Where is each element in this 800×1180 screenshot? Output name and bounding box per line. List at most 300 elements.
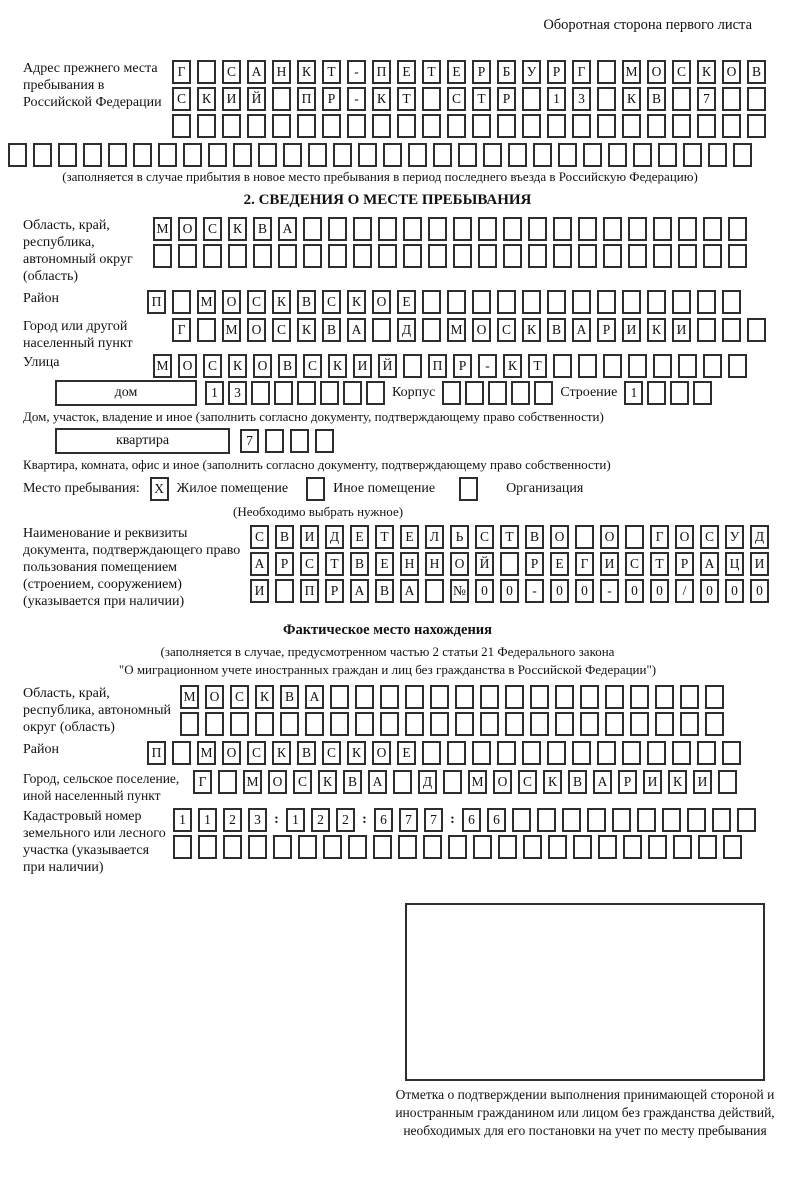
- char-cell: [278, 244, 297, 268]
- char-cell: [425, 579, 444, 603]
- char-cell: У: [725, 525, 744, 549]
- char-cell: Н: [272, 60, 291, 84]
- char-cell: К: [272, 741, 291, 765]
- char-cell: [511, 381, 530, 405]
- char-cell: 7: [240, 429, 259, 453]
- house-number-cells: [205, 381, 385, 405]
- char-cell: М: [197, 741, 216, 765]
- char-cell: [530, 685, 549, 709]
- char-cell: [608, 143, 627, 167]
- char-cell: А: [247, 60, 266, 84]
- char-cell: [203, 244, 222, 268]
- char-cell: [655, 685, 674, 709]
- field-street: [23, 354, 800, 378]
- char-cell: [433, 143, 452, 167]
- prev-address-caption: (заполняется в случае прибытия в новое место пребывания в период последнего въезда в Российскую Федерацию): [62, 169, 698, 184]
- char-cell: [173, 835, 192, 859]
- char-cell: [315, 429, 334, 453]
- char-cell: В: [343, 770, 362, 794]
- char-cell: О: [675, 525, 694, 549]
- char-cell: В: [375, 579, 394, 603]
- field-city-3: [23, 770, 800, 804]
- char-cell: Е: [447, 60, 466, 84]
- char-cell: К: [255, 685, 274, 709]
- char-cell: К: [328, 354, 347, 378]
- char-cell: [380, 685, 399, 709]
- char-cell: [572, 290, 591, 314]
- char-cell: [733, 143, 752, 167]
- char-cell: [405, 685, 424, 709]
- char-cell: [505, 685, 524, 709]
- char-cell: [353, 244, 372, 268]
- char-cell: Н: [400, 552, 419, 576]
- char-cell: [430, 712, 449, 736]
- char-cell: П: [372, 60, 391, 84]
- char-cell: [442, 381, 461, 405]
- char-cell: М: [180, 685, 199, 709]
- char-cell: [672, 741, 691, 765]
- char-cell: К: [228, 354, 247, 378]
- char-cell: [478, 244, 497, 268]
- char-cell: 0: [725, 579, 744, 603]
- char-cell: М: [468, 770, 487, 794]
- char-cell: А: [368, 770, 387, 794]
- char-cell: [693, 381, 712, 405]
- char-cell: [358, 143, 377, 167]
- region-row-1: [153, 217, 747, 241]
- char-cell: [272, 87, 291, 111]
- char-cell: [355, 712, 374, 736]
- char-cell: С: [222, 60, 241, 84]
- prev-address-row-3: [172, 114, 766, 138]
- char-cell: Ц: [725, 552, 744, 576]
- char-cell: М: [153, 354, 172, 378]
- char-cell: [672, 87, 691, 111]
- char-cell: [703, 244, 722, 268]
- city-label: Город или другой населенный пункт: [23, 319, 133, 351]
- confirmation-caption: Отметка о подтверждении выполнения принимающей стороной и иностранным гражданином или лицом без гражданства действий, необходимых для его постановки на учет по месту пребывания: [395, 1087, 775, 1138]
- char-cell: С: [230, 685, 249, 709]
- char-cell: [197, 318, 216, 342]
- cadastral-label: Кадастровый номер земельного или лесного участка (указывается при наличии): [23, 809, 166, 875]
- char-cell: М: [197, 290, 216, 314]
- char-cell: Й: [475, 552, 494, 576]
- char-cell: Т: [472, 87, 491, 111]
- char-cell: [328, 217, 347, 241]
- char-cell: 7: [424, 808, 443, 832]
- region3-label: Область, край, республика, автономный округ (область): [23, 686, 172, 735]
- char-cell: [448, 835, 467, 859]
- char-cell: [628, 244, 647, 268]
- char-cell: 0: [625, 579, 644, 603]
- char-cell: [205, 712, 224, 736]
- char-cell: [343, 381, 362, 405]
- char-cell: [678, 217, 697, 241]
- section2-title: 2. СВЕДЕНИЯ О МЕСТЕ ПРЕБЫВАНИЯ: [243, 192, 532, 208]
- char-cell: [283, 143, 302, 167]
- cadastral-separator: :: [274, 812, 279, 827]
- char-cell: И: [300, 525, 319, 549]
- char-cell: С: [518, 770, 537, 794]
- char-cell: Й: [247, 87, 266, 111]
- char-cell: [603, 244, 622, 268]
- actual-location-caption-1: (заполняется в случае, предусмотренном частью 2 статьи 21 Федерального закона: [160, 644, 615, 659]
- char-cell: Г: [193, 770, 212, 794]
- field-district-2: [23, 290, 800, 314]
- char-cell: 2: [223, 808, 242, 832]
- char-cell: [422, 741, 441, 765]
- char-cell: К: [522, 318, 541, 342]
- checkbox-residential: X: [150, 477, 169, 501]
- char-cell: [623, 835, 642, 859]
- char-cell: П: [147, 741, 166, 765]
- region-label: Область, край, республика, автономный округ (область): [23, 218, 133, 284]
- char-cell: [258, 143, 277, 167]
- char-cell: [503, 244, 522, 268]
- char-cell: 3: [228, 381, 247, 405]
- district-row: [147, 290, 741, 314]
- cadastral-row-1: [173, 808, 756, 832]
- char-cell: К: [647, 318, 666, 342]
- char-cell: [247, 114, 266, 138]
- document-row-1: [250, 525, 769, 549]
- char-cell: [672, 114, 691, 138]
- char-cell: [353, 217, 372, 241]
- char-cell: [422, 290, 441, 314]
- char-cell: О: [550, 525, 569, 549]
- char-cell: У: [522, 60, 541, 84]
- char-cell: [747, 318, 766, 342]
- char-cell: 6: [374, 808, 393, 832]
- char-cell: 6: [462, 808, 481, 832]
- char-cell: [422, 318, 441, 342]
- apartment-row: [23, 428, 800, 454]
- char-cell: 2: [311, 808, 330, 832]
- char-cell: [653, 244, 672, 268]
- char-cell: [562, 808, 581, 832]
- char-cell: [728, 217, 747, 241]
- char-cell: [180, 712, 199, 736]
- cadastral-separator: :: [450, 812, 455, 827]
- char-cell: С: [203, 217, 222, 241]
- cadastral-row-2: [173, 835, 756, 859]
- char-cell: [655, 712, 674, 736]
- char-cell: В: [647, 87, 666, 111]
- char-cell: [673, 835, 692, 859]
- checkbox-other-premises: [306, 477, 325, 501]
- char-cell: Г: [172, 60, 191, 84]
- street-label: Улица: [23, 355, 60, 370]
- char-cell: [703, 217, 722, 241]
- char-cell: К: [668, 770, 687, 794]
- char-cell: Т: [528, 354, 547, 378]
- char-cell: [547, 290, 566, 314]
- char-cell: С: [300, 552, 319, 576]
- char-cell: 7: [399, 808, 418, 832]
- char-cell: О: [372, 290, 391, 314]
- char-cell: Р: [275, 552, 294, 576]
- char-cell: [678, 354, 697, 378]
- char-cell: [275, 579, 294, 603]
- char-cell: [447, 114, 466, 138]
- char-cell: [393, 770, 412, 794]
- char-cell: [722, 318, 741, 342]
- place-type-row: [23, 477, 800, 501]
- char-cell: [578, 217, 597, 241]
- field-region-2: [23, 217, 800, 285]
- char-cell: А: [593, 770, 612, 794]
- char-cell: Т: [325, 552, 344, 576]
- char-cell: [605, 712, 624, 736]
- char-cell: [548, 835, 567, 859]
- char-cell: О: [647, 60, 666, 84]
- char-cell: [603, 354, 622, 378]
- char-cell: [430, 685, 449, 709]
- stroenie-label: Строение: [560, 385, 618, 400]
- char-cell: [233, 143, 252, 167]
- char-cell: К: [197, 87, 216, 111]
- char-cell: 0: [475, 579, 494, 603]
- char-cell: [658, 143, 677, 167]
- char-cell: [697, 290, 716, 314]
- district3-label: Район: [23, 742, 59, 757]
- field-city-2: [23, 318, 800, 352]
- street-row: [153, 354, 747, 378]
- char-cell: Е: [550, 552, 569, 576]
- char-cell: О: [268, 770, 287, 794]
- char-cell: Г: [572, 60, 591, 84]
- char-cell: С: [247, 741, 266, 765]
- char-cell: 3: [572, 87, 591, 111]
- char-cell: Р: [453, 354, 472, 378]
- char-cell: Р: [322, 87, 341, 111]
- char-cell: [473, 835, 492, 859]
- char-cell: К: [697, 60, 716, 84]
- char-cell: [480, 712, 499, 736]
- char-cell: В: [280, 685, 299, 709]
- char-cell: [708, 143, 727, 167]
- char-cell: Р: [325, 579, 344, 603]
- char-cell: М: [243, 770, 262, 794]
- char-cell: [522, 114, 541, 138]
- char-cell: [497, 741, 516, 765]
- char-cell: Р: [675, 552, 694, 576]
- char-cell: [647, 381, 666, 405]
- char-cell: [672, 290, 691, 314]
- char-cell: [372, 318, 391, 342]
- char-cell: О: [253, 354, 272, 378]
- char-cell: [483, 143, 502, 167]
- char-cell: Д: [325, 525, 344, 549]
- char-cell: К: [297, 60, 316, 84]
- char-cell: [378, 244, 397, 268]
- char-cell: [422, 114, 441, 138]
- char-cell: [637, 808, 656, 832]
- char-cell: /: [675, 579, 694, 603]
- char-cell: 3: [248, 808, 267, 832]
- char-cell: [472, 114, 491, 138]
- char-cell: М: [622, 60, 641, 84]
- char-cell: А: [700, 552, 719, 576]
- option-organization-label: Организация: [506, 481, 584, 496]
- korpus-label: Корпус: [392, 385, 436, 400]
- char-cell: Л: [425, 525, 444, 549]
- char-cell: [497, 114, 516, 138]
- char-cell: Т: [500, 525, 519, 549]
- char-cell: [737, 808, 756, 832]
- char-cell: А: [278, 217, 297, 241]
- char-cell: О: [222, 290, 241, 314]
- char-cell: [458, 143, 477, 167]
- char-cell: И: [222, 87, 241, 111]
- field-document: [23, 525, 800, 610]
- confirmation-mark-box: [405, 903, 765, 1081]
- char-cell: С: [203, 354, 222, 378]
- char-cell: [253, 244, 272, 268]
- char-cell: Г: [650, 525, 669, 549]
- char-cell: [408, 143, 427, 167]
- char-cell: И: [622, 318, 641, 342]
- char-cell: 7: [697, 87, 716, 111]
- prev-address-row-1: [172, 60, 766, 84]
- char-cell: В: [297, 741, 316, 765]
- char-cell: [255, 712, 274, 736]
- char-cell: [178, 244, 197, 268]
- korpus-cells: [442, 381, 553, 405]
- char-cell: О: [178, 217, 197, 241]
- char-cell: [472, 741, 491, 765]
- char-cell: [398, 835, 417, 859]
- char-cell: О: [472, 318, 491, 342]
- char-cell: [534, 381, 553, 405]
- actual-location-caption-2: "О миграционном учете иностранных граждан и лиц без гражданства в Российской Федерации"): [118, 662, 657, 677]
- char-cell: Г: [575, 552, 594, 576]
- option-residential-label: Жилое помещение: [176, 481, 289, 496]
- city-row: [172, 318, 766, 342]
- char-cell: [273, 835, 292, 859]
- option-other-premises-label: Иное помещение: [333, 481, 436, 496]
- char-cell: В: [275, 525, 294, 549]
- char-cell: [153, 244, 172, 268]
- char-cell: [505, 712, 524, 736]
- char-cell: [380, 712, 399, 736]
- char-cell: [443, 770, 462, 794]
- char-cell: [712, 808, 731, 832]
- char-cell: -: [478, 354, 497, 378]
- char-cell: С: [247, 290, 266, 314]
- char-cell: [723, 835, 742, 859]
- cadastral-separator: :: [362, 812, 367, 827]
- char-cell: Т: [650, 552, 669, 576]
- char-cell: С: [672, 60, 691, 84]
- char-cell: Й: [378, 354, 397, 378]
- char-cell: [698, 835, 717, 859]
- char-cell: А: [572, 318, 591, 342]
- char-cell: П: [147, 290, 166, 314]
- char-cell: И: [672, 318, 691, 342]
- char-cell: Е: [350, 525, 369, 549]
- char-cell: [108, 143, 127, 167]
- char-cell: Р: [618, 770, 637, 794]
- char-cell: [251, 381, 270, 405]
- char-cell: 1: [286, 808, 305, 832]
- char-cell: [453, 244, 472, 268]
- char-cell: [405, 712, 424, 736]
- char-cell: [222, 114, 241, 138]
- char-cell: [230, 712, 249, 736]
- char-cell: [297, 114, 316, 138]
- char-cell: 0: [750, 579, 769, 603]
- char-cell: [630, 685, 649, 709]
- char-cell: [172, 741, 191, 765]
- actual-location-title: Фактическое место нахождения: [283, 622, 492, 638]
- char-cell: И: [250, 579, 269, 603]
- char-cell: -: [525, 579, 544, 603]
- prev-address-overflow-row: [8, 143, 800, 167]
- place-type-hint: (Необходимо выбрать нужное): [233, 504, 404, 519]
- char-cell: [718, 770, 737, 794]
- char-cell: [580, 712, 599, 736]
- char-cell: А: [347, 318, 366, 342]
- char-cell: О: [205, 685, 224, 709]
- char-cell: Д: [418, 770, 437, 794]
- char-cell: [272, 114, 291, 138]
- char-cell: [597, 741, 616, 765]
- char-cell: [583, 143, 602, 167]
- char-cell: [603, 217, 622, 241]
- char-cell: [423, 835, 442, 859]
- char-cell: [83, 143, 102, 167]
- char-cell: [397, 114, 416, 138]
- char-cell: Т: [322, 60, 341, 84]
- char-cell: [308, 143, 327, 167]
- char-cell: [722, 290, 741, 314]
- field-district-3: [23, 741, 800, 765]
- char-cell: [133, 143, 152, 167]
- char-cell: К: [372, 87, 391, 111]
- char-cell: [333, 143, 352, 167]
- char-cell: [747, 114, 766, 138]
- char-cell: [728, 244, 747, 268]
- house-row: [23, 380, 800, 406]
- char-cell: [422, 87, 441, 111]
- char-cell: [522, 741, 541, 765]
- char-cell: [447, 741, 466, 765]
- char-cell: [537, 808, 556, 832]
- char-cell: [428, 217, 447, 241]
- char-cell: [533, 143, 552, 167]
- char-cell: В: [568, 770, 587, 794]
- char-cell: [612, 808, 631, 832]
- char-cell: [465, 381, 484, 405]
- char-cell: А: [305, 685, 324, 709]
- char-cell: Ь: [450, 525, 469, 549]
- char-cell: -: [347, 87, 366, 111]
- char-cell: [500, 552, 519, 576]
- char-cell: Р: [547, 60, 566, 84]
- char-cell: О: [178, 354, 197, 378]
- char-cell: [366, 381, 385, 405]
- char-cell: [662, 808, 681, 832]
- char-cell: [572, 114, 591, 138]
- char-cell: [328, 244, 347, 268]
- char-cell: [622, 741, 641, 765]
- char-cell: [478, 217, 497, 241]
- char-cell: [683, 143, 702, 167]
- char-cell: Р: [525, 552, 544, 576]
- char-cell: 6: [487, 808, 506, 832]
- char-cell: [605, 685, 624, 709]
